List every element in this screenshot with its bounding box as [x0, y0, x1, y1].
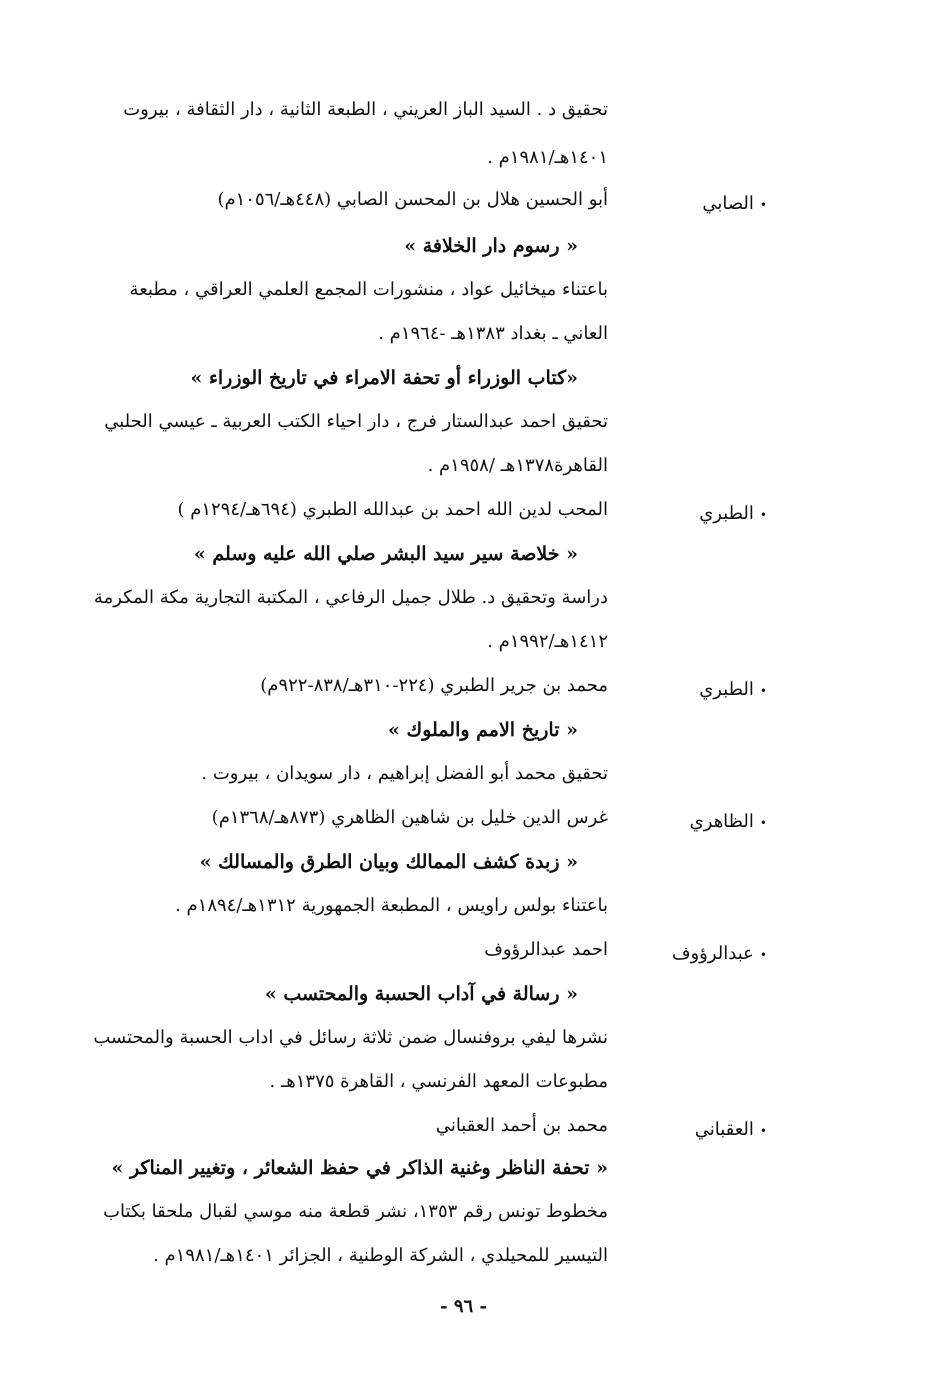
author-label: [647, 676, 767, 705]
author-fullname: احمد عبدالرؤوف: [484, 939, 608, 960]
text-line: دراسة وتحقيق د. طلال جميل الرفاعي ، المكتبة التجارية مكة المكرمة: [93, 587, 608, 608]
author-name: الصابي: [702, 193, 754, 214]
text-line: تحقيق احمد عبدالستار فرج ، دار احياء الكتب العربية ـ عيسي الحلبي: [104, 411, 608, 432]
author-label: [647, 500, 767, 529]
text-line: العاني ـ بغداد ١٣٨٣هـ -١٩٦٤م .: [378, 323, 608, 344]
author-name: العقباني: [694, 1119, 754, 1140]
book-title: « تاريخ الامم والملوك »: [388, 719, 578, 741]
book-title: « زبدة كشف الممالك وبيان الطرق والمسالك »: [199, 851, 578, 873]
author-label: [647, 190, 767, 219]
author-fullname: المحب لدين الله احمد بن عبدالله الطبري (٦٩٤هـ/١٢٩٤م ): [177, 499, 608, 520]
text-line: مطبوعات المعهد الفرنسي ، القاهرة ١٣٧٥هـ .: [269, 1071, 608, 1092]
author-label: [647, 940, 767, 969]
text-line: نشرها ليفي بروفنسال ضمن ثلاثة رسائل في اداب الحسبة والمحتسب: [93, 1027, 608, 1048]
author-name: الظاهري: [689, 811, 754, 832]
author-name: عبدالرؤوف: [671, 943, 754, 964]
text-line: تحقيق د . السيد الباز العريني ، الطبعة الثانية ، دار الثقافة ، بيروت: [123, 99, 608, 120]
page-number: - ٩٦ -: [440, 1296, 487, 1317]
author-fullname: محمد بن أحمد العقباني: [435, 1115, 608, 1136]
bullet-icon: •: [759, 198, 767, 212]
bullet-icon: •: [759, 816, 767, 830]
bullet-icon: •: [759, 684, 767, 698]
author-name: الطبري: [699, 503, 754, 524]
bullet-icon: •: [759, 508, 767, 522]
author-fullname: غرس الدين خليل بن شاهين الظاهري (٨٧٣هـ/١٣٦٨م): [211, 807, 608, 828]
author-label: [647, 808, 767, 837]
bullet-icon: •: [759, 1124, 767, 1138]
bullet-icon: •: [759, 948, 767, 962]
author-label: [647, 1116, 767, 1145]
text-line: تحقيق محمد أبو الفضل إبراهيم ، دار سويدان ، بيروت .: [201, 763, 608, 784]
text-line: باعتناء ميخائيل عواد ، منشورات المجمع العلمي العراقي ، مطبعة: [129, 279, 608, 300]
text-line: التيسير للمحيلدي ، الشركة الوطنية ، الجزائر ١٤٠١هـ/١٩٨١م .: [153, 1245, 608, 1266]
text-line: مخطوط تونس رقم ١٣٥٣، نشر قطعة منه موسي لقبال ملحقا بكتاب: [103, 1201, 608, 1222]
author-fullname: أبو الحسين هلال بن المحسن الصابي (٤٤٨هـ/١٠٥٦م): [217, 189, 608, 210]
book-title: «كتاب الوزراء أو تحفة الامراء في تاريخ الوزراء »: [190, 367, 578, 389]
author-name: الطبري: [699, 679, 754, 700]
book-title: « رسالة في آداب الحسبة والمحتسب »: [264, 983, 578, 1005]
book-title: « رسوم دار الخلافة »: [404, 235, 578, 257]
text-line: ١٤١٢هـ/١٩٩٢م .: [487, 631, 608, 652]
text-line: باعتناء بولس راويس ، المطبعة الجمهورية ١٣١٢هـ/١٨٩٤م .: [175, 895, 608, 916]
author-fullname: محمد بن جرير الطبري (٢٢٤-٣١٠هـ/٨٣٨-٩٢٢م): [260, 675, 608, 696]
book-title: « تحفة الناظر وغنية الذاكر في حفظ الشعائر ، وتغيير المناكر »: [111, 1157, 608, 1179]
book-title: « خلاصة سير سيد البشر صلي الله عليه وسلم »: [193, 543, 578, 565]
text-line: ١٤٠١هـ/١٩٨١م .: [487, 147, 608, 168]
text-line: القاهرة١٣٧٨هـ /١٩٥٨م .: [427, 455, 608, 476]
